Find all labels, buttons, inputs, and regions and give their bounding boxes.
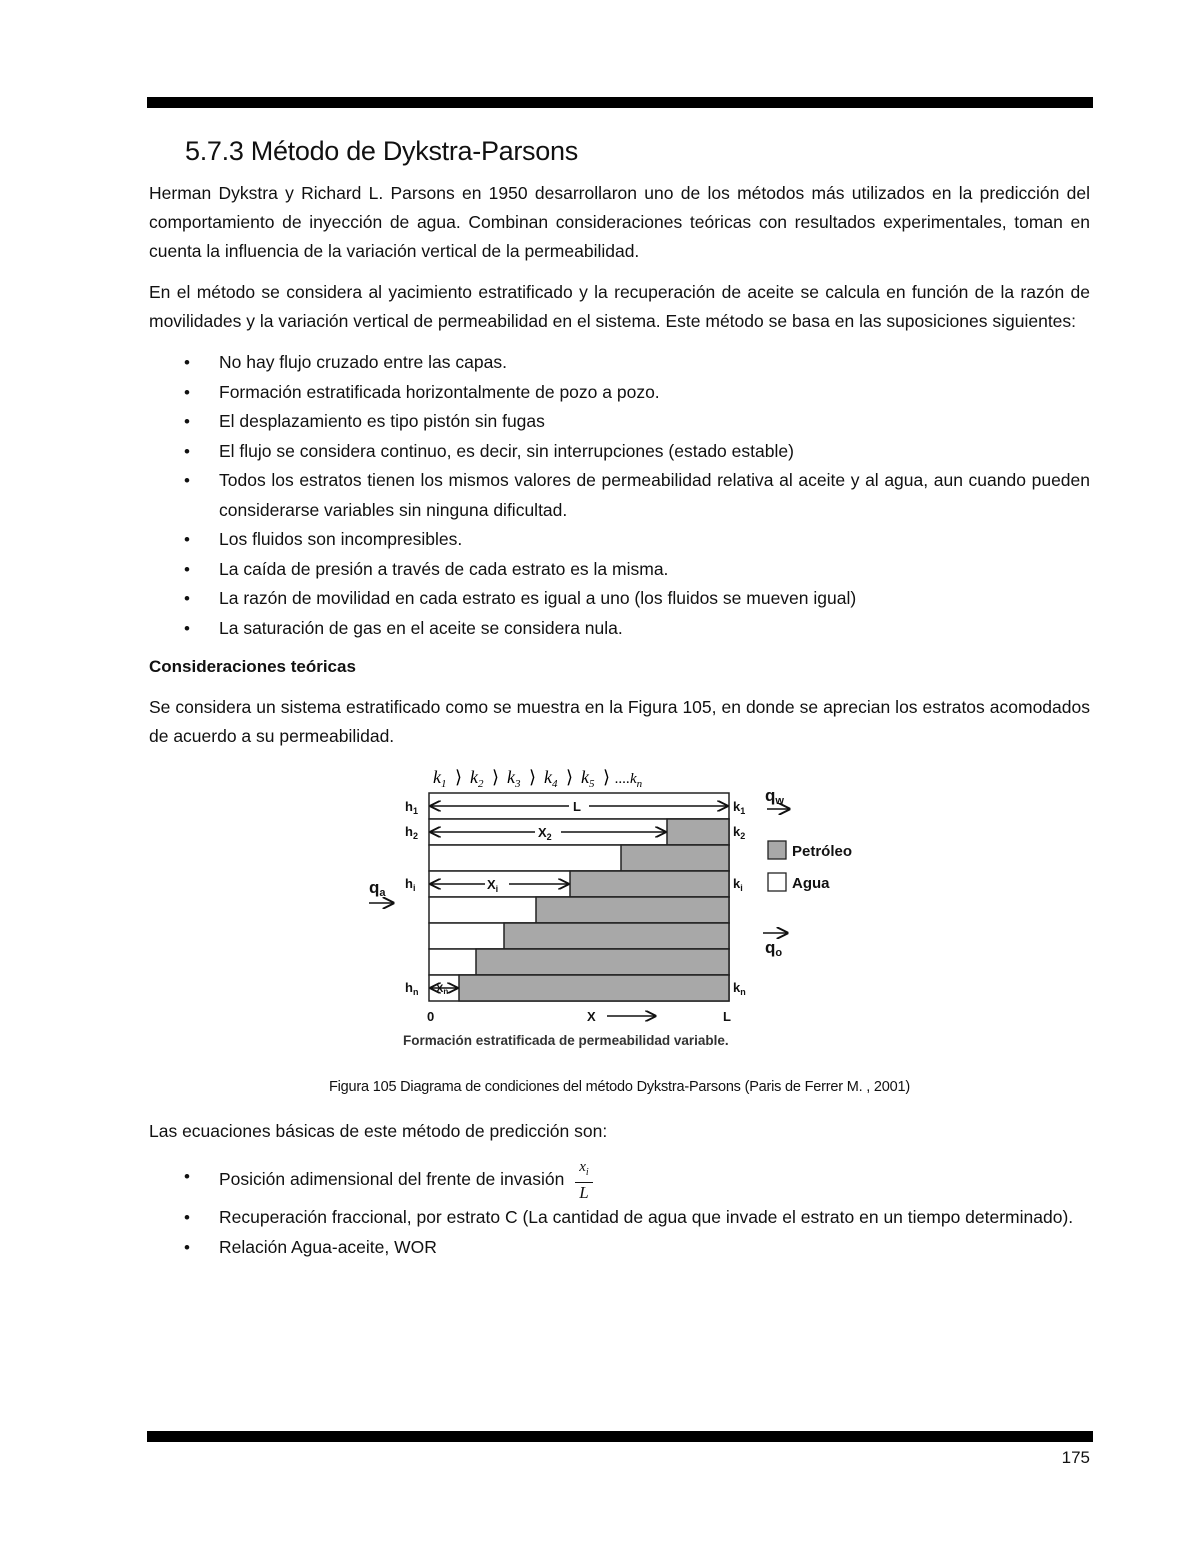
h2-label: $h_2$ <box>405 824 418 841</box>
svg-text:⟩: ⟩ <box>529 767 537 787</box>
footer-rule <box>147 1431 1093 1442</box>
svg-text:k4: $k_4$ <box>544 767 558 790</box>
stratum-6-oil <box>504 923 729 949</box>
stratum-3-oil <box>621 845 729 871</box>
svg-text:....kn: $....k_n$ <box>615 771 643 790</box>
bullet-icon: • <box>184 412 190 431</box>
bullet-icon: • <box>184 1237 190 1257</box>
bullet-icon: • <box>184 618 190 638</box>
list-item: • El flujo se considera continuo, es decir, sin interrupciones (estado estable) <box>149 437 1090 467</box>
stratum-5-oil <box>536 897 729 923</box>
figure-inner-caption: Formación estratificada de permeabilidad variable. <box>403 1033 729 1048</box>
hi-label: $h_i$ <box>405 876 416 893</box>
k1-label: $k_1$ <box>733 799 746 816</box>
xn-label: Xn <box>436 983 449 996</box>
axis-zero-label: 0 <box>427 1009 435 1024</box>
axis-x-label: X <box>587 1009 596 1024</box>
list-item: • Formación estratificada horizontalmente de pozo a pozo. <box>149 378 1090 408</box>
legend-water-swatch <box>768 873 786 891</box>
qo-label: qo <box>765 938 783 959</box>
h1-label: $h_1$ <box>405 799 418 816</box>
bullet-icon: • <box>184 1208 190 1227</box>
list-item: • El desplazamiento es tipo pistón sin fugas <box>149 407 1090 437</box>
svg-text:k2: $k_2$ <box>470 767 484 790</box>
dimensionless-front-fraction: $\frac{x_i}{L}$ <box>575 1158 592 1203</box>
permeability-equation <box>433 767 643 790</box>
qw-label: qw <box>765 786 784 807</box>
bullet-icon: • <box>184 382 190 402</box>
page-content <box>149 136 1090 1276</box>
legend-oil-swatch <box>768 841 786 859</box>
strata <box>429 793 729 1001</box>
list-item: • Todos los estratos tienen los mismos valores de permeabilidad relativa al aceite y al agua, aun cuando pueden considerarse variables sin ninguna dificultad. <box>149 466 1090 525</box>
paragraph-intro: Herman Dykstra y Richard L. Parsons en 1950 desarrollaron uno de los métodos más utilizados en la predicción del comportamiento de inyección de agua. Combinan consideraciones teóricas con resultados experimentales, toman en cuenta la influencia de la variación vertical de la permeabilidad. <box>149 183 1090 261</box>
equations-list <box>149 1158 1090 1262</box>
list-item: • Relación Agua-aceite, WOR <box>149 1233 1090 1263</box>
svg-text:⟩: ⟩ <box>566 767 574 787</box>
svg-text:k3: $k_3$ <box>507 767 521 790</box>
stratum-4-oil <box>570 871 729 897</box>
bullet-icon: • <box>184 1167 190 1186</box>
stratum-8-oil <box>459 975 729 1001</box>
bullet-icon: • <box>184 471 190 490</box>
xi-label: $X_i$ <box>487 877 499 894</box>
svg-text:⟩: ⟩ <box>603 767 611 787</box>
assumptions-list <box>149 348 1090 643</box>
list-item: • No hay flujo cruzado entre las capas. <box>149 348 1090 378</box>
hn-label: $h_n$ <box>405 980 419 997</box>
paragraph-method: En el método se considera al yacimiento estratificado y la recuperación de aceite se calcula en función de la razón de movilidades y la variación vertical de permeabilidad en el sistema. Este método se basa en las suposiciones siguientes: <box>149 282 1090 331</box>
bullet-icon: • <box>184 589 190 608</box>
list-item: • Posición adimensional del frente de invasión $\frac{x_i}{L}$ <box>149 1158 1090 1203</box>
list-item: • La saturación de gas en el aceite se considera nula. <box>149 614 1090 644</box>
bullet-icon: • <box>184 530 190 549</box>
legend-water-label: Agua <box>792 875 830 892</box>
paragraph-system: Se considera un sistema estratificado como se muestra en la Figura 105, en donde se aprecian los estratos acomodados de acuerdo a su permeabilidad. <box>149 697 1090 746</box>
section-title: 5.7.3 Método de Dykstra-Parsons <box>185 136 578 166</box>
stratum-2-oil <box>667 819 729 845</box>
qa-label: qa <box>369 878 386 899</box>
figure-caption: Figura 105 Diagrama de condiciones del método Dykstra-Parsons (Paris de Ferrer M. , 2001) <box>329 1079 910 1095</box>
ki-label: $k_i$ <box>733 876 743 893</box>
svg-text:k5: $k_5$ <box>581 767 595 790</box>
page-number: 175 <box>1061 1448 1090 1467</box>
axis-l-label: L <box>723 1009 731 1024</box>
length-label: L <box>573 799 581 814</box>
kn-label: $k_n$ <box>733 980 746 997</box>
header-rule <box>147 97 1093 108</box>
stratum-7-oil <box>476 949 729 975</box>
k2-label: $k_2$ <box>733 824 746 841</box>
legend-oil-label: Petróleo <box>792 843 853 860</box>
list-item: • La caída de presión a través de cada estrato es la misma. <box>149 555 1090 585</box>
paragraph-equations: Las ecuaciones básicas de este método de predicción son: <box>149 1121 608 1141</box>
list-item: • Los fluidos son incompresibles. <box>149 525 1090 555</box>
bullet-icon: • <box>184 353 190 372</box>
list-item: • La razón de movilidad en cada estrato es igual a uno (los fluidos se mueven igual) <box>149 584 1090 614</box>
svg-text:⟩: ⟩ <box>455 767 463 787</box>
subheading-theory: Consideraciones teóricas <box>149 657 356 676</box>
stratified-diagram <box>365 763 875 1063</box>
svg-text:k1: $k_1$ <box>433 767 447 790</box>
x2-label: $X_2$ <box>538 825 552 842</box>
list-item: • Recuperación fraccional, por estrato C (La cantidad de agua que invade el estrato en un tiempo determinado). <box>149 1203 1090 1233</box>
bullet-icon: • <box>184 559 190 579</box>
figure-105 <box>149 763 1090 1073</box>
bullet-icon: • <box>184 441 190 461</box>
svg-text:⟩: ⟩ <box>492 767 500 787</box>
legend <box>768 841 852 892</box>
